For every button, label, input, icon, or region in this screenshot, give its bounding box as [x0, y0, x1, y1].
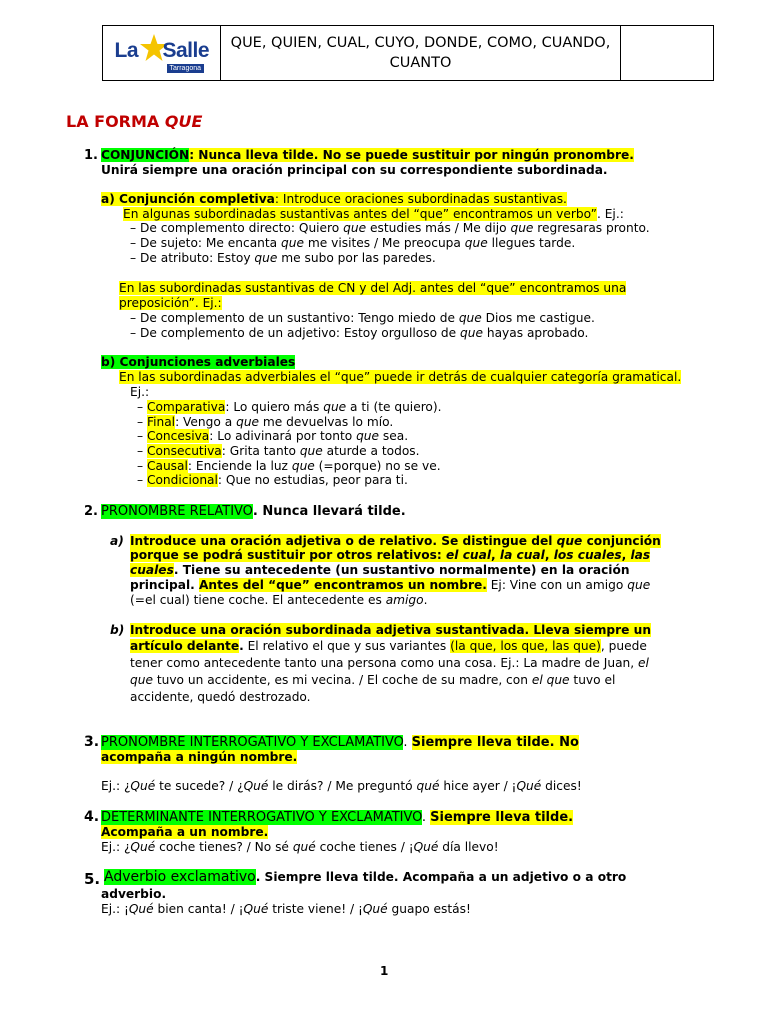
s1a-item: – De sujeto: Me encanta que me visites / Me preocupa que llegues tarde.	[130, 236, 576, 250]
s1b-ej: Ej.:	[130, 385, 150, 399]
document-title: QUE, QUIEN, CUAL, CUYO, DONDE, COMO, CUANDO, CUANTO	[221, 26, 621, 80]
s1a-item: – De complemento directo: Quiero que estudies más / Me dijo que regresaras pronto.	[130, 221, 650, 235]
s5-example: Ej.: ¡Qué bien canta! / ¡Qué triste viene! / ¡Qué guapo estás!	[101, 902, 471, 916]
s3-example: Ej.: ¿Qué te sucede? / ¿Qué le dirás? / Me preguntó qué hice ayer / ¡Qué dices!	[101, 779, 582, 793]
s3-rule-cont: acompaña a ningún nombre.	[101, 750, 298, 764]
la-salle-logo	[113, 31, 211, 75]
s1-cn-item: – De complemento de un sustantivo: Tengo miedo de que Dios me castigue.	[130, 311, 595, 325]
empty-cell	[621, 26, 713, 80]
s3-number: 3.	[84, 734, 100, 750]
logo-salle: Salle	[162, 39, 210, 62]
s1b-title: b) Conjunciones adverbiales	[101, 355, 296, 369]
s5-rule-line: Adverbio exclamativo. Siempre lleva tilde. Acompaña a un adjetivo o a otro	[104, 869, 627, 885]
s5-rule-cont: adverbio.	[101, 887, 167, 901]
s2a-letter: a)	[110, 534, 124, 548]
s1-number: 1.	[84, 148, 98, 163]
s2a-line: Introduce una oración adjetiva o de relativo. Se distingue del que conjunción	[130, 534, 661, 548]
s4-example: Ej.: ¿Qué coche tienes? / No sé qué coche tienes / ¡Qué día llevo!	[101, 840, 499, 854]
s1b-note: En las subordinadas adverbiales el “que” puede ir detrás de cualquier categoría gramatical.	[119, 370, 682, 384]
page-number: 1	[380, 964, 389, 978]
section-heading: LA FORMA QUE	[66, 112, 203, 131]
s1a-title: a) Conjunción completiva: Introduce oraciones subordinadas sustantivas.	[101, 192, 567, 206]
s1b-item: – Comparativa: Lo quiero más que a ti (te quiero).	[137, 400, 442, 414]
s2b-line: que tuvo un accidente, es mi vecina. / El coche de su madre, con el que tuvo el	[130, 673, 616, 687]
s2a-line: principal. Antes del “que” encontramos un nombre. Ej: Vine con un amigo que	[130, 578, 651, 592]
s1b-item: – Final: Vengo a que me devuelvas lo mío.	[137, 415, 394, 429]
s1a-item: – De atributo: Estoy que me subo por las paredes.	[130, 251, 436, 265]
s2b-line: tener como antecedente tanto una persona como una cosa. Ej.: La madre de Juan, el	[130, 656, 649, 670]
s2a-line: porque se podrá sustituir por otros relativos: el cual, la cual, los cuales, las	[130, 548, 651, 562]
logo-cell	[103, 26, 221, 80]
s1-cn-note: En las subordinadas sustantivas de CN y del Adj. antes del “que” encontramos una	[119, 281, 627, 295]
s2b-letter: b)	[110, 623, 125, 637]
s2b-line: artículo delante. El relativo el que y sus variantes (la que, los que, las que), puede	[130, 639, 647, 653]
s2b-line: accidente, quedó destrozado.	[130, 690, 311, 704]
s1-rule2: Unirá siempre una oración principal con su correspondiente subordinada.	[101, 163, 608, 177]
s4-rule-cont: Acompaña a un nombre.	[101, 825, 269, 839]
s2b-line: Introduce una oración subordinada adjetiva sustantivada. Lleva siempre un	[130, 623, 652, 637]
s1-cn-item: – De complemento de un adjetivo: Estoy orgulloso de que hayas aprobado.	[130, 326, 589, 340]
logo-sub: Tarragona	[167, 64, 205, 73]
s1-cn-note2: preposición”. Ej.:	[119, 296, 222, 310]
s1-rule-line: CONJUNCIÓN: Nunca lleva tilde. No se puede sustituir por ningún pronombre.	[101, 148, 634, 162]
s5-number: 5.	[84, 870, 101, 888]
s2a-line: (=el cual) tiene coche. El antecedente es amigo.	[130, 593, 428, 607]
s1a-note: En algunas subordinadas sustantivas antes del “que” encontramos un verbo”. Ej.:	[123, 207, 624, 221]
s4-number: 4.	[84, 809, 100, 825]
s2-rule-line: PRONOMBRE RELATIVO. Nunca llevará tilde.	[101, 504, 406, 519]
s1b-item: – Condicional: Que no estudias, peor para ti.	[137, 473, 408, 487]
s1b-item: – Causal: Enciende la luz que (=porque) no se ve.	[137, 459, 441, 473]
s3-rule-line: PRONOMBRE INTERROGATIVO Y EXCLAMATIVO. Siempre lleva tilde. No	[101, 735, 579, 750]
document-header	[102, 25, 714, 81]
s2-number: 2.	[84, 504, 98, 519]
logo-la: La	[114, 39, 139, 62]
s4-rule-line: DETERMINANTE INTERROGATIVO Y EXCLAMATIVO. Siempre lleva tilde.	[101, 810, 574, 825]
s1-label: CONJUNCIÓN	[101, 148, 190, 162]
s1b-item: – Concesiva: Lo adivinará por tonto que sea.	[137, 429, 409, 443]
s1b-item: – Consecutiva: Grita tanto que aturde a todos.	[137, 444, 420, 458]
s2a-line: cuales. Tiene su antecedente (un sustantivo normalmente) en la oración	[130, 563, 630, 577]
